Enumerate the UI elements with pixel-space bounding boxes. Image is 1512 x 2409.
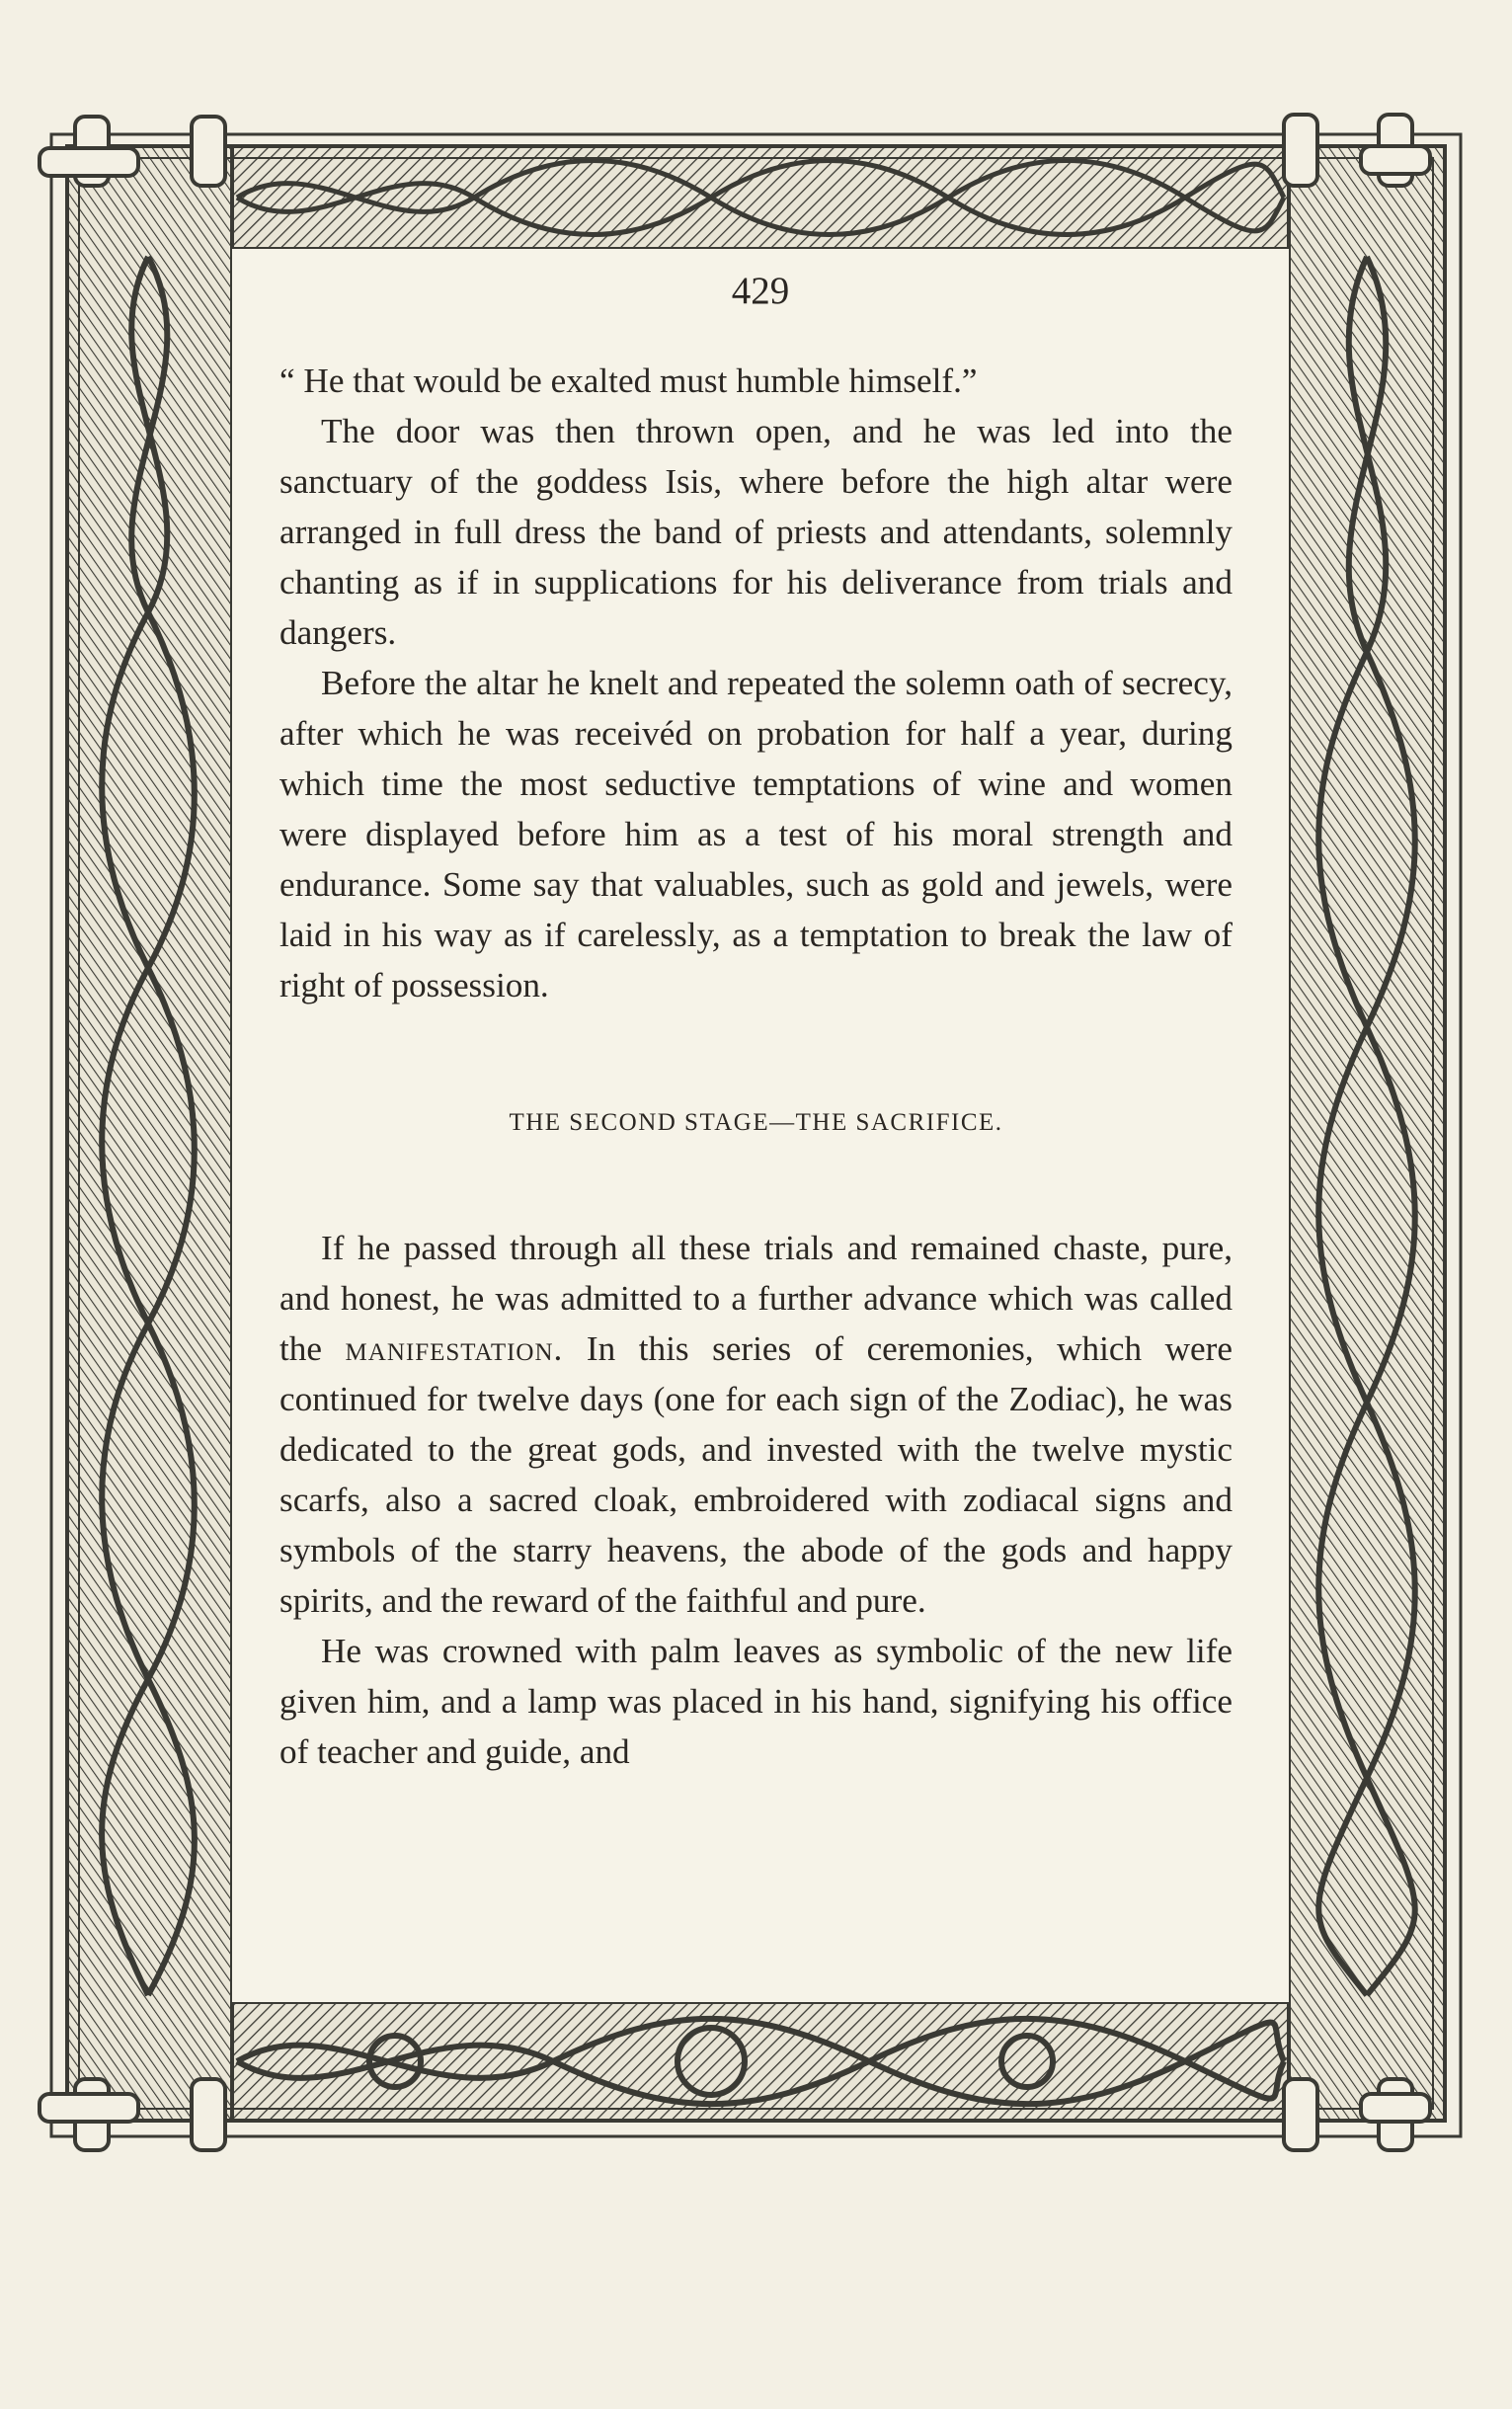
paragraph-manifestation-start: If he passed through all these trials and remained chaste, pure, and honest, he was admitted to a further advance which was called the bbox=[279, 1229, 1233, 1368]
paragraph-sanctuary: The door was then thrown open, and he was led into the sanctuary of the goddess Isis, where before the high altar were arranged in full dress the band of priests and attendants, solemnly chanting as if in supplications for his deliverance from trials and dangers. bbox=[279, 412, 1233, 652]
text-panel bbox=[232, 249, 1289, 2002]
body-text bbox=[279, 356, 1233, 1777]
manifestation-term: manifestation. bbox=[345, 1329, 564, 1368]
page-number: 429 bbox=[731, 270, 790, 312]
paragraph-manifestation-end: In this series of ceremonies, which were continued for twelve days (one for each sign of the Zodiac), he was dedicated to the great gods, and invested with the twelve mystic scarfs, also a sacred cloak, embroidered with zodiacal signs and symbols of the starry heavens, the abode of the gods and happy spirits, and the reward of the faithful and pure. bbox=[279, 1329, 1233, 1620]
paragraph-oath: Before the altar he knelt and repeated the solemn oath of secrecy, after which he was receivéd on probation for half a year, during which time the most seductive temptations of wine and women were displayed before him as a test of his moral strength and endurance. Some say that valuables, such as gold and jewels, were laid in his way as if carelessly, as a temptation to break the law of right of possession. bbox=[279, 664, 1233, 1004]
paragraph-quote: “ He that would be exalted must humble himself.” bbox=[279, 361, 978, 400]
top-border-band bbox=[67, 146, 1445, 249]
paragraph-manifestation bbox=[279, 1223, 1233, 1626]
section-heading: THE SECOND STAGE—THE SACRIFICE. bbox=[509, 1109, 1003, 1136]
paragraph-crowned: He was crowned with palm leaves as symbolic of the new life given him, and a lamp was placed in his hand, signifying his office of teacher and guide, and bbox=[279, 1632, 1233, 1771]
